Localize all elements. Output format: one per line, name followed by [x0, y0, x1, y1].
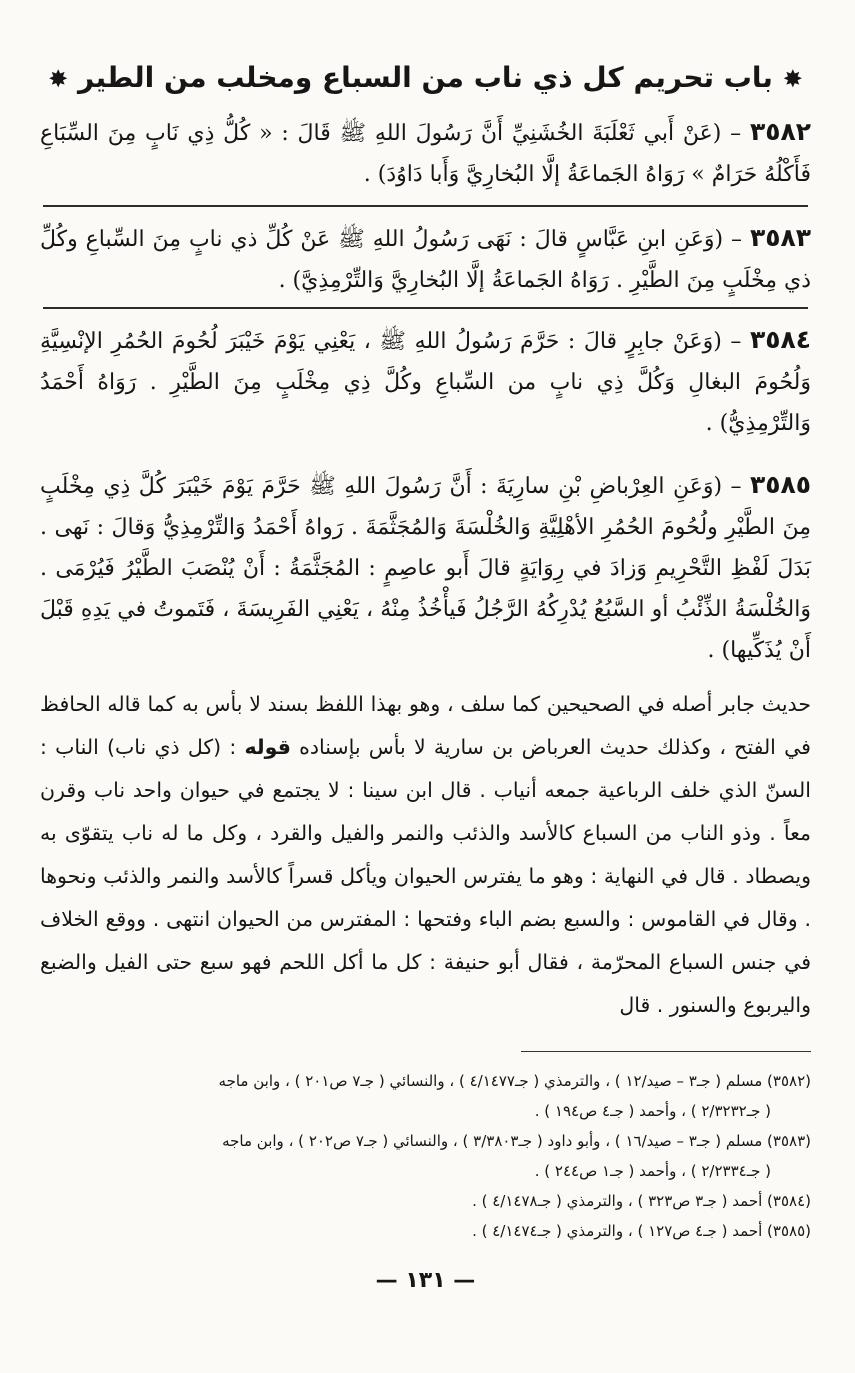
hadith-text: – (وَعَنِ ابنِ عَبَّاسٍ قالَ : نَهَى رَسُولُ اللهِ ﷺ عَنْ كُلِّ ذي نابٍ مِنَ السِّباعِ وكُلِّ ذي مِخْلَبٍ مِنَ الطَّيْرِ . رَوَاهُ الجَماعَةُ إلَّا البُخارِيَّ وَالتِّرْمِذِيَّ) .	[40, 227, 811, 293]
hadith-number: ٣٥٨٥	[749, 470, 811, 499]
commentary-paragraph	[40, 683, 811, 1027]
hadith-entry-3585	[40, 464, 811, 677]
section-divider	[43, 307, 808, 309]
hadith-number: ٣٥٨٣	[749, 223, 812, 252]
section-divider	[43, 205, 808, 207]
hadith-entry-3583	[40, 217, 811, 307]
page-number: — ١٣١ —	[375, 1268, 476, 1293]
commentary-text: حديث جابر أصله في الصحيحين كما سلف ، وهو بهذا اللفظ بسند لا بأس به كما قاله الحافظ في الفتح ، وكذلك حديث العرباض بن سارية لا بأس بإسناده	[40, 692, 811, 759]
footnote-3583-continued: ( جـ٢/٢٣٣٤ ) ، وأحمد ( جـ١ ص٢٤٤ ) .	[534, 1162, 771, 1180]
hadith-text: – (عَنْ أَبي ثَعْلَبَةَ الخُشَنِيِّ أَنَّ رَسُولَ اللهِ ﷺ قَالَ : « كُلُّ ذِي نَابٍ مِنَ السِّبَاعِ فَأَكْلُهُ حَرَامٌ » رَوَاهُ الجَماعَةُ إلَّا البُخارِيَّ وَأَبا دَاوُدَ) .	[40, 121, 811, 187]
hadith-entry-3582	[40, 111, 811, 201]
hadith-number: ٣٥٨٤	[749, 325, 811, 354]
chapter-title-text: باب تحريم كل ذي ناب من السباع ومخلب من الطير	[78, 61, 773, 94]
footnote-3582: (٣٥٨٢) مسلم ( جـ٣ – صيد/١٢ ) ، والترمذي ( جـ٤/١٤٧٧ ) ، والنسائي ( جـ٧ ص٢٠١ ) ، وابن ماجه	[218, 1072, 811, 1090]
spacer	[40, 450, 811, 464]
chapter-title	[40, 58, 811, 99]
commentary-text: : (كل ذي ناب) الناب : السنّ الذي خلف الرباعية جمعه أنياب . قال ابن سينا : لا يجتمع في حيوان واحد ناب وقرن معاً . وذو الناب من السباع كالأسد والذئب والنمر والفيل والقرد ، وكل ما له ناب يتقوّى به ويصطاد . قال في النهاية : وهو ما يفترس الحيوان ويأكل قسراً كالأسد والنمر والذئب ونحوها . وقال في القاموس : والسبع بضم الباء وفتحها : المفترس من الحيوان انتهى . ووقع الخلاف في جنس السباع المحرّمة ، فقال أبو حنيفة : كل ما أكل اللحم فهو سبع حتى الفيل والضبع واليربوع والسنور . قال	[40, 735, 811, 1017]
footnote-separator	[521, 1051, 811, 1052]
ornament-star-icon: ✸	[782, 65, 803, 93]
ornament-star-icon: ✸	[48, 65, 69, 93]
footnote-3583: (٣٥٨٣) مسلم ( جـ٣ – صيد/١٦ ) ، وأبو داود ( جـ٣/٣٨٠٣ ) ، والنسائي ( جـ٧ ص٢٠٢ ) ، وابن ماجه	[222, 1132, 811, 1150]
commentary-keyword: قوله	[244, 735, 291, 759]
hadith-number: ٣٥٨٢	[749, 117, 811, 146]
hadith-entry-3584	[40, 319, 811, 450]
footnote-3584: (٣٥٨٤) أحمد ( جـ٣ ص٣٢٣ ) ، والترمذي ( جـ٤/١٤٧٨ ) .	[472, 1192, 811, 1210]
hadith-text: – (وَعَنْ جابِرٍ قالَ : حَرَّمَ رَسُولُ اللهِ ﷺ ، يَعْنِي يَوْمَ خَيْبَرَ لُحُومَ الحُمُرِ الإنْسِيَّةِ وَلُحُومَ البغالِ وَكُلَّ ذِي نابٍ من السِّباعِ وكُلَّ ذِي مِخْلَبٍ مِنَ الطَّيْرِ . رَوَاهُ أَحْمَدُ وَالتِّرْمِذِيُّ) .	[40, 329, 811, 436]
footnotes	[40, 1066, 811, 1246]
hadith-text: – (وَعَنِ العِرْباضِ بْنِ سارِيَةَ : أَنَّ رَسُولَ اللهِ ﷺ حَرَّمَ يَوْمَ خَيْبَرَ كُلَّ ذِي مِخْلَبٍ مِنَ الطَّيْرِ ولُحُومَ الحُمُرِ الأهْلِيَّةِ وَالخُلْسَةَ وَالمُجَثَّمَةَ . رَواهُ أَحْمَدُ وَالتِّرْمِذِيُّ وَقالَ : نَهى . بَدَلَ لَفْظِ التَّحْرِيمِ وَزادَ في رِوَايَةٍ قالَ أَبو عاصِمٍ : المُجَثَّمَةُ : أَنْ يُنْصَبَ الطَّيْرُ فَيُرْمَى . وَالخُلْسَةُ الذِّئْبُ أو السَّبُعُ يُدْرِكُهُ الرَّجُلُ فَيأْخُذُ مِنْهُ ، يَعْنِي الفَرِيسَةَ ، فَتَموتُ في يَدِهِ قَبْلَ أَنْ يُذَكِّيها) .	[40, 474, 811, 663]
footnote-3582-continued: ( جـ٢/٣٢٣٢ ) ، وأحمد ( جـ٤ ص١٩٤ ) .	[534, 1102, 771, 1120]
footnote-3585: (٣٥٨٥) أحمد ( جـ٤ ص١٢٧ ) ، والترمذي ( جـ٤/١٤٧٤ ) .	[472, 1222, 811, 1240]
